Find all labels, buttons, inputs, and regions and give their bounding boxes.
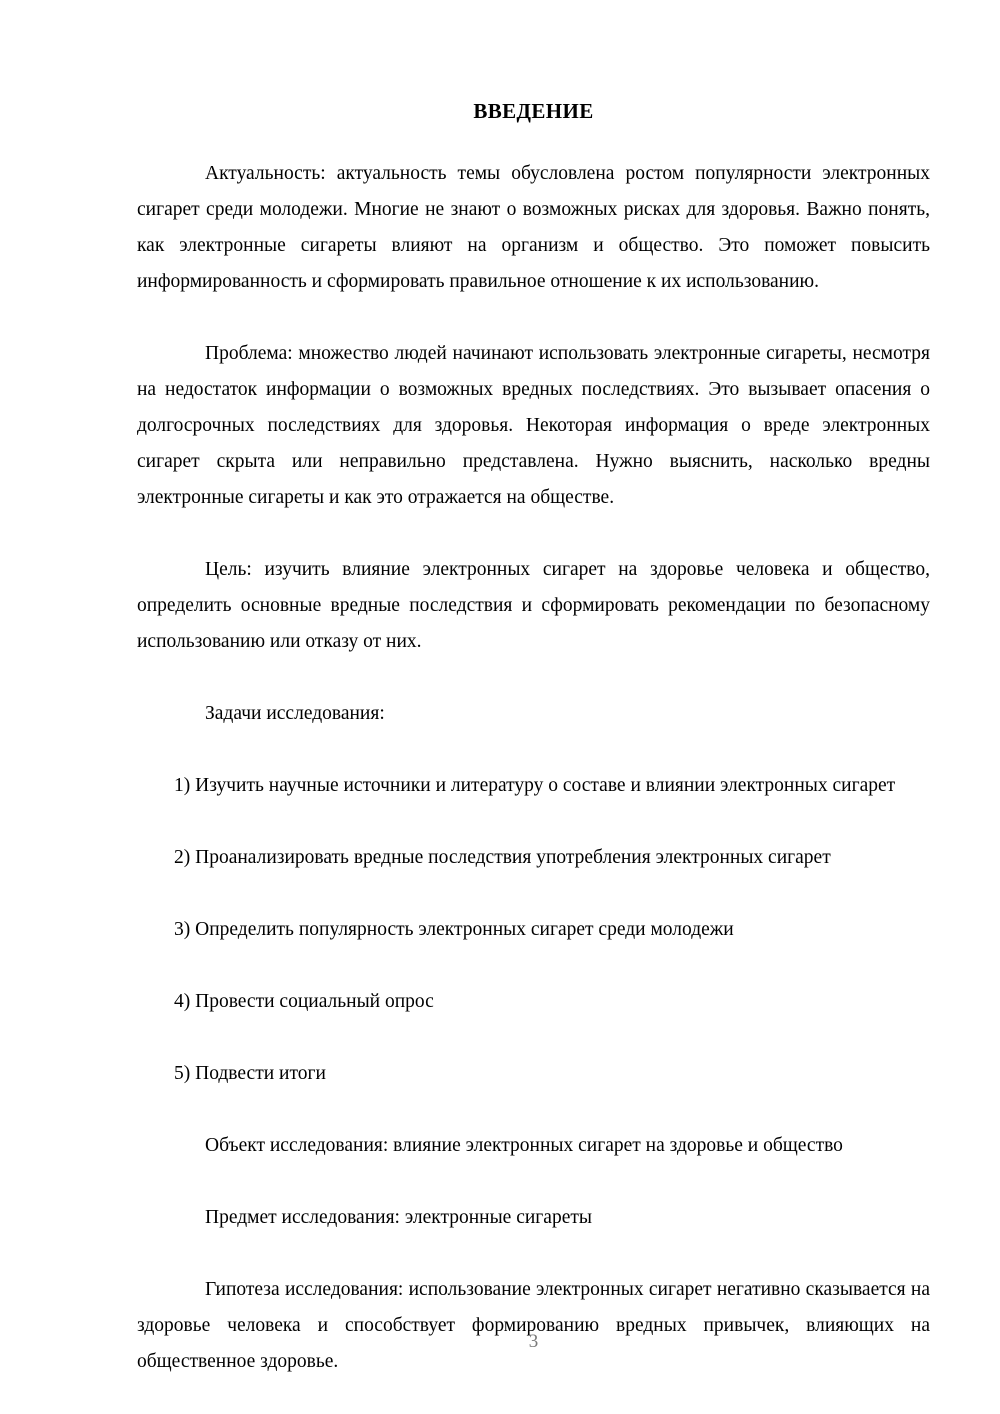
page-title: ВВЕДЕНИЕ [473,99,594,123]
paragraph-goal: Цель: изучить влияние электронных сигарет на здоровье человека и общество, определить основные вредные последствия и сформировать рекомендации по безопасному использованию или отказу от них. [137,559,930,652]
paragraph-problem: Проблема: множество людей начинают использовать электронные сигареты, несмотря на недостаток информации о возможных вредных последствиях. Это вызывает опасения о долгосрочных последствиях для здоровья. Некоторая информация о вреде электронных сигарет скрыта или неправильно представлена. Нужно выяснить, насколько вредны электронные сигареты и как это отражается на обществе. [137,343,930,508]
paragraph-hypothesis: Гипотеза исследования: использование электронных сигарет негативно сказывается на здоровье человека и способствует формированию вредных привычек, влияющих на общественное здоровье. [137,1279,930,1372]
tasks-heading: Задачи исследования: [205,703,385,724]
page-number: 3 [528,1331,539,1352]
paragraph-object: Объект исследования: влияние электронных сигарет на здоровье и общество [205,1135,843,1156]
task-list-item-2: 2) Проанализировать вредные последствия употребления электронных сигарет [174,847,831,868]
paragraph-subject: Предмет исследования: электронные сигареты [205,1207,592,1228]
paragraph-relevance: Актуальность: актуальность темы обусловлена ростом популярности электронных сигарет среди молодежи. Многие не знают о возможных рисках для здоровья. Важно понять, как электронные сигареты влияют на организм и общество. Это поможет повысить информированность и сформировать правильное отношение к их использованию. [137,163,930,292]
task-list-item-5: 5) Подвести итоги [174,1063,326,1084]
task-list-item-1: 1) Изучить научные источники и литературу о составе и влиянии электронных сигарет [174,775,896,796]
document-text-column [137,0,930,1380]
task-list-item-3: 3) Определить популярность электронных сигарет среди молодежи [174,919,734,940]
task-list-item-4: 4) Провести социальный опрос [174,991,434,1012]
